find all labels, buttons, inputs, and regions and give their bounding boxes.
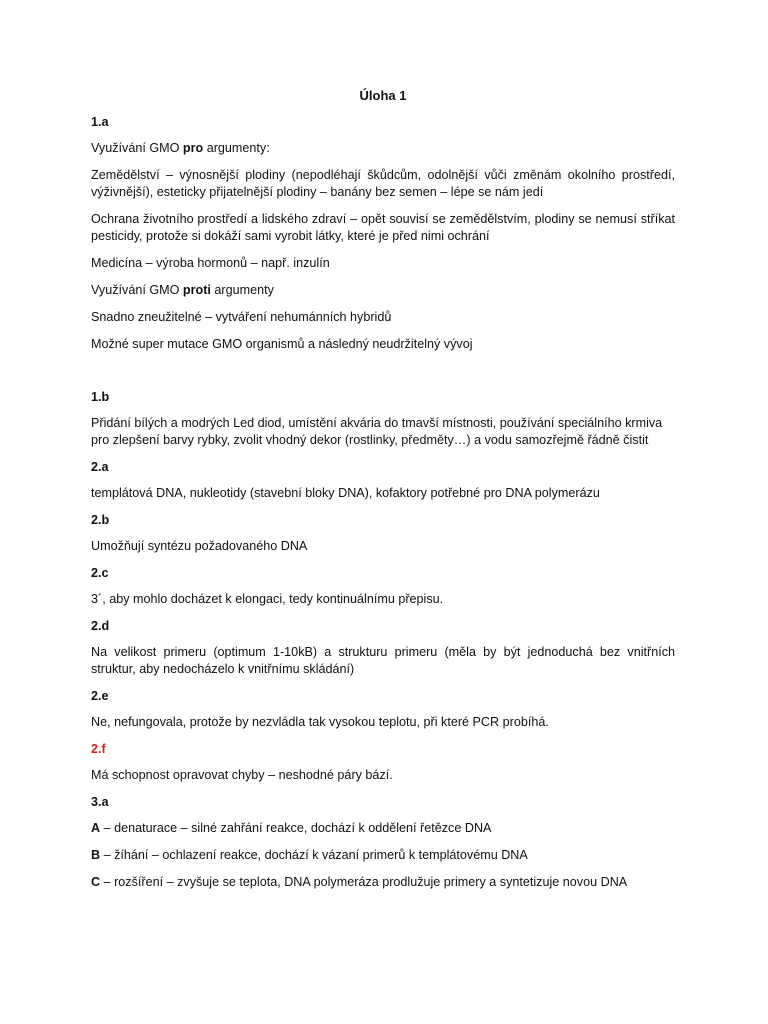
answer-2d: Na velikost primeru (optimum 1-10kB) a strukturu primeru (měla by být jednoduchá bez vnitřních struktur, aby nedocházelo k vnitřnímu skládání) <box>91 645 675 676</box>
step-b <box>91 847 675 864</box>
answer-2b: Umožňují syntézu požadovaného DNA <box>91 539 308 553</box>
step-c-text: – rozšíření – zvyšuje se teplota, DNA polymeráza prodlužuje primery a syntetizuje novou DNA <box>100 875 628 889</box>
spacer <box>91 363 675 389</box>
heading-2a: 2.a <box>91 460 109 474</box>
heading-1a: 1.a <box>91 115 109 129</box>
document-page <box>91 87 675 901</box>
step-b-label: B <box>91 848 101 862</box>
heading-1b: 1.b <box>91 390 110 404</box>
proti-bold: proti <box>182 283 211 297</box>
answer-1b: Přidání bílých a modrých Led diod, umístění akvária do tmavší místnosti, používání speciálního krmiva pro zlepšení barvy rybky, zvolit vhodný dekor (rostlinky, předměty…) a vodu samozřejmě řádně čistit <box>91 416 663 447</box>
pro-bold: pro <box>182 141 204 155</box>
proti-arguments-label <box>91 282 675 299</box>
heading-2f: 2.f <box>91 742 106 756</box>
heading-2d: 2.d <box>91 619 110 633</box>
step-c <box>91 874 675 891</box>
heading-2b: 2.b <box>91 513 110 527</box>
answer-2f: Má schopnost opravovat chyby – neshodné páry bází. <box>91 768 393 782</box>
paragraph-misuse: Snadno zneužitelné – vytváření nehumánních hybridů <box>91 310 392 324</box>
pro-prefix: Využívání GMO <box>91 141 183 155</box>
heading-2c: 2.c <box>91 566 109 580</box>
answer-2c: 3´, aby mohlo docházet k elongaci, tedy kontinuálnímu přepisu. <box>91 592 444 606</box>
step-c-label: C <box>91 875 101 889</box>
pro-suffix: argumenty: <box>203 141 270 155</box>
step-b-text: – žíhání – ochlazení reakce, dochází k vázaní primerů k templátovému DNA <box>100 848 528 862</box>
paragraph-environment: Ochrana životního prostředí a lidského zdraví – opět souvisí se zemědělstvím, plodiny se nemusí stříkat pesticidy, protože si dokáží sami vyrobit látky, které je před nimi ochrání <box>91 212 675 243</box>
paragraph-agriculture: Zemědělství – výnosnější plodiny (nepodléhají škůdcům, odolnější vůči změnám okolního prostředí, výživnější), esteticky přijatelnější plodiny – banány bez semen – lépe se nám jedí <box>91 168 675 199</box>
answer-2a: templátová DNA, nukleotidy (stavební bloky DNA), kofaktory potřebné pro DNA polymerázu <box>91 486 600 500</box>
document-title: Úloha 1 <box>359 88 407 103</box>
proti-prefix: Využívání GMO <box>91 283 183 297</box>
step-a <box>91 820 675 837</box>
heading-3a: 3.a <box>91 795 109 809</box>
paragraph-medicine: Medicína – výroba hormonů – např. inzulín <box>91 256 330 270</box>
step-a-text: – denaturace – silné zahřání reakce, dochází k oddělení řetězce DNA <box>100 821 492 835</box>
paragraph-mutations: Možné super mutace GMO organismů a následný neudržitelný vývoj <box>91 337 473 351</box>
step-a-label: A <box>91 821 101 835</box>
answer-2e: Ne, nefungovala, protože by nezvládla tak vysokou teplotu, při které PCR probíhá. <box>91 715 549 729</box>
proti-suffix: argumenty <box>210 283 274 297</box>
pro-arguments-label <box>91 140 675 157</box>
heading-2e: 2.e <box>91 689 109 703</box>
